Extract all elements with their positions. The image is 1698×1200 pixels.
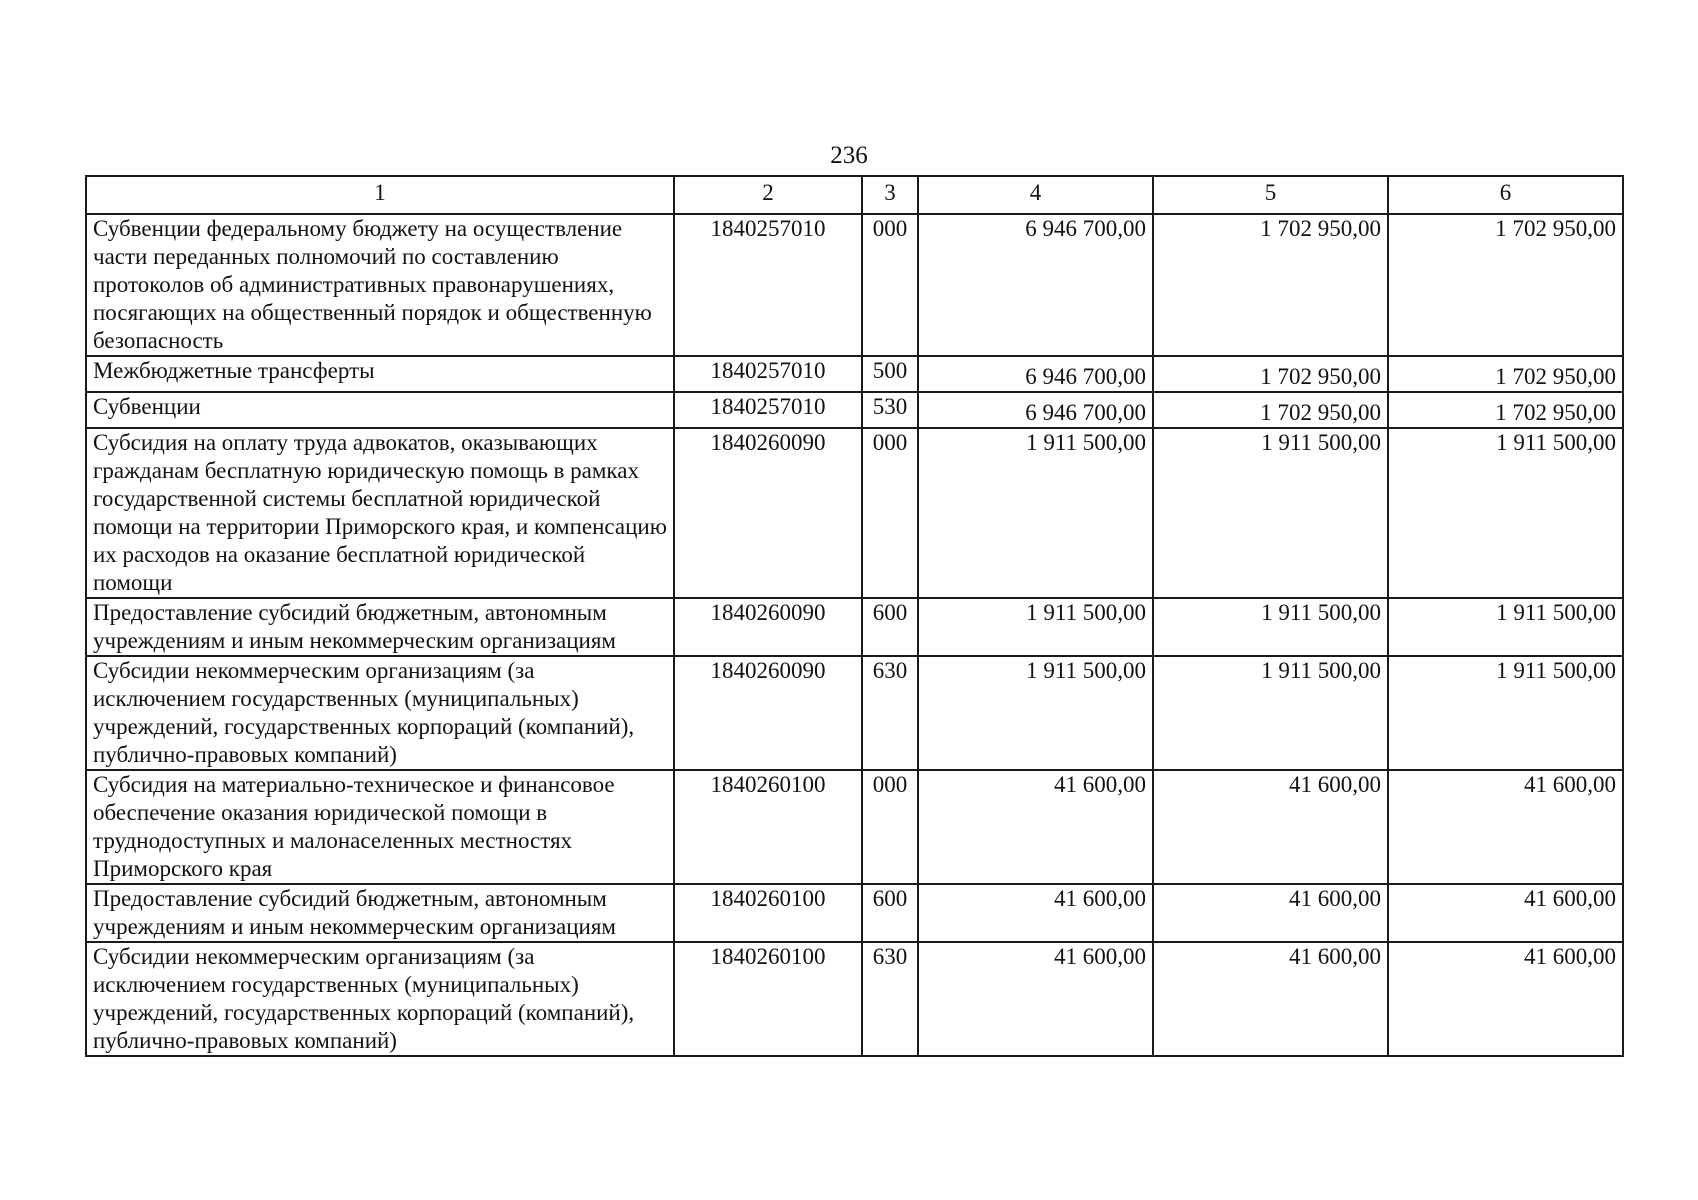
- row-target-code: 1840260100: [674, 770, 862, 884]
- row-name: Субсидии некоммерческим организациям (за исключением государственных (муниципальных) учреждений, государственных корпораций (компаний), публично-правовых компаний): [86, 656, 674, 770]
- row-amount-col5: 1 702 950,00: [1153, 392, 1388, 428]
- row-amount-col5: 1 702 950,00: [1153, 214, 1388, 356]
- row-target-code: 1840257010: [674, 214, 862, 356]
- table-row: [86, 392, 1623, 428]
- row-amount-col5: 1 911 500,00: [1153, 598, 1388, 656]
- row-amount-col6: 1 702 950,00: [1388, 356, 1623, 392]
- row-amount-col6: 1 702 950,00: [1388, 392, 1623, 428]
- row-target-code: 1840257010: [674, 356, 862, 392]
- row-name: Предоставление субсидий бюджетным, автономным учреждениям и иным некоммерческим организациям: [86, 884, 674, 942]
- page-number: 236: [830, 142, 868, 169]
- row-expense-type: 500: [862, 356, 918, 392]
- row-expense-type: 530: [862, 392, 918, 428]
- row-amount-col4: 6 946 700,00: [918, 356, 1153, 392]
- row-amount-col5: 1 911 500,00: [1153, 656, 1388, 770]
- column-header-2: 2: [674, 176, 862, 214]
- row-expense-type: 600: [862, 884, 918, 942]
- table-row: [86, 884, 1623, 942]
- row-name: Субсидия на материально-техническое и финансовое обеспечение оказания юридической помощи в труднодоступных и малонаселенных местностях Приморского края: [86, 770, 674, 884]
- row-target-code: 1840260090: [674, 598, 862, 656]
- row-name: Субвенции федеральному бюджету на осуществление части переданных полномочий по составлению протоколов об административных правонарушениях, посягающих на общественный порядок и общественную безопасность: [86, 214, 674, 356]
- table-header-row: [86, 176, 1623, 214]
- row-amount-col5: 41 600,00: [1153, 942, 1388, 1056]
- row-expense-type: 600: [862, 598, 918, 656]
- row-name: Предоставление субсидий бюджетным, автономным учреждениям и иным некоммерческим организациям: [86, 598, 674, 656]
- row-target-code: 1840260090: [674, 656, 862, 770]
- row-name: Субвенции: [86, 392, 674, 428]
- table-row: [86, 356, 1623, 392]
- row-amount-col5: 41 600,00: [1153, 884, 1388, 942]
- table-row: [86, 598, 1623, 656]
- row-amount-col5: 1 702 950,00: [1153, 356, 1388, 392]
- row-name: Субсидия на оплату труда адвокатов, оказывающих гражданам бесплатную юридическую помощь в рамках государственной системы бесплатной юридической помощи на территории Приморского края, и компенсацию их расходов на оказание бесплатной юридической помощи: [86, 428, 674, 598]
- column-header-5: 5: [1153, 176, 1388, 214]
- row-amount-col6: 1 911 500,00: [1388, 428, 1623, 598]
- row-amount-col6: 41 600,00: [1388, 770, 1623, 884]
- row-name: Субсидии некоммерческим организациям (за исключением государственных (муниципальных) учреждений, государственных корпораций (компаний), публично-правовых компаний): [86, 942, 674, 1056]
- row-target-code: 1840257010: [674, 392, 862, 428]
- column-header-1: 1: [86, 176, 674, 214]
- table-row: [86, 942, 1623, 1056]
- row-amount-col6: 41 600,00: [1388, 884, 1623, 942]
- row-target-code: 1840260090: [674, 428, 862, 598]
- row-amount-col5: 41 600,00: [1153, 770, 1388, 884]
- row-amount-col4: 41 600,00: [918, 770, 1153, 884]
- row-amount-col5: 1 911 500,00: [1153, 428, 1388, 598]
- row-amount-col4: 41 600,00: [918, 884, 1153, 942]
- row-expense-type: 000: [862, 770, 918, 884]
- row-amount-col6: 1 702 950,00: [1388, 214, 1623, 356]
- row-amount-col4: 6 946 700,00: [918, 392, 1153, 428]
- row-amount-col4: 1 911 500,00: [918, 428, 1153, 598]
- budget-table: [85, 175, 1624, 1057]
- row-expense-type: 630: [862, 656, 918, 770]
- row-target-code: 1840260100: [674, 942, 862, 1056]
- row-expense-type: 000: [862, 428, 918, 598]
- row-amount-col4: 1 911 500,00: [918, 656, 1153, 770]
- row-target-code: 1840260100: [674, 884, 862, 942]
- table-row: [86, 428, 1623, 598]
- table-row: [86, 656, 1623, 770]
- row-amount-col6: 41 600,00: [1388, 942, 1623, 1056]
- row-expense-type: 000: [862, 214, 918, 356]
- row-amount-col4: 6 946 700,00: [918, 214, 1153, 356]
- table-row: [86, 770, 1623, 884]
- row-name: Межбюджетные трансферты: [86, 356, 674, 392]
- column-header-6: 6: [1388, 176, 1623, 214]
- row-amount-col4: 1 911 500,00: [918, 598, 1153, 656]
- column-header-3: 3: [862, 176, 918, 214]
- row-amount-col4: 41 600,00: [918, 942, 1153, 1056]
- row-amount-col6: 1 911 500,00: [1388, 656, 1623, 770]
- table-row: [86, 214, 1623, 356]
- column-header-4: 4: [918, 176, 1153, 214]
- row-expense-type: 630: [862, 942, 918, 1056]
- row-amount-col6: 1 911 500,00: [1388, 598, 1623, 656]
